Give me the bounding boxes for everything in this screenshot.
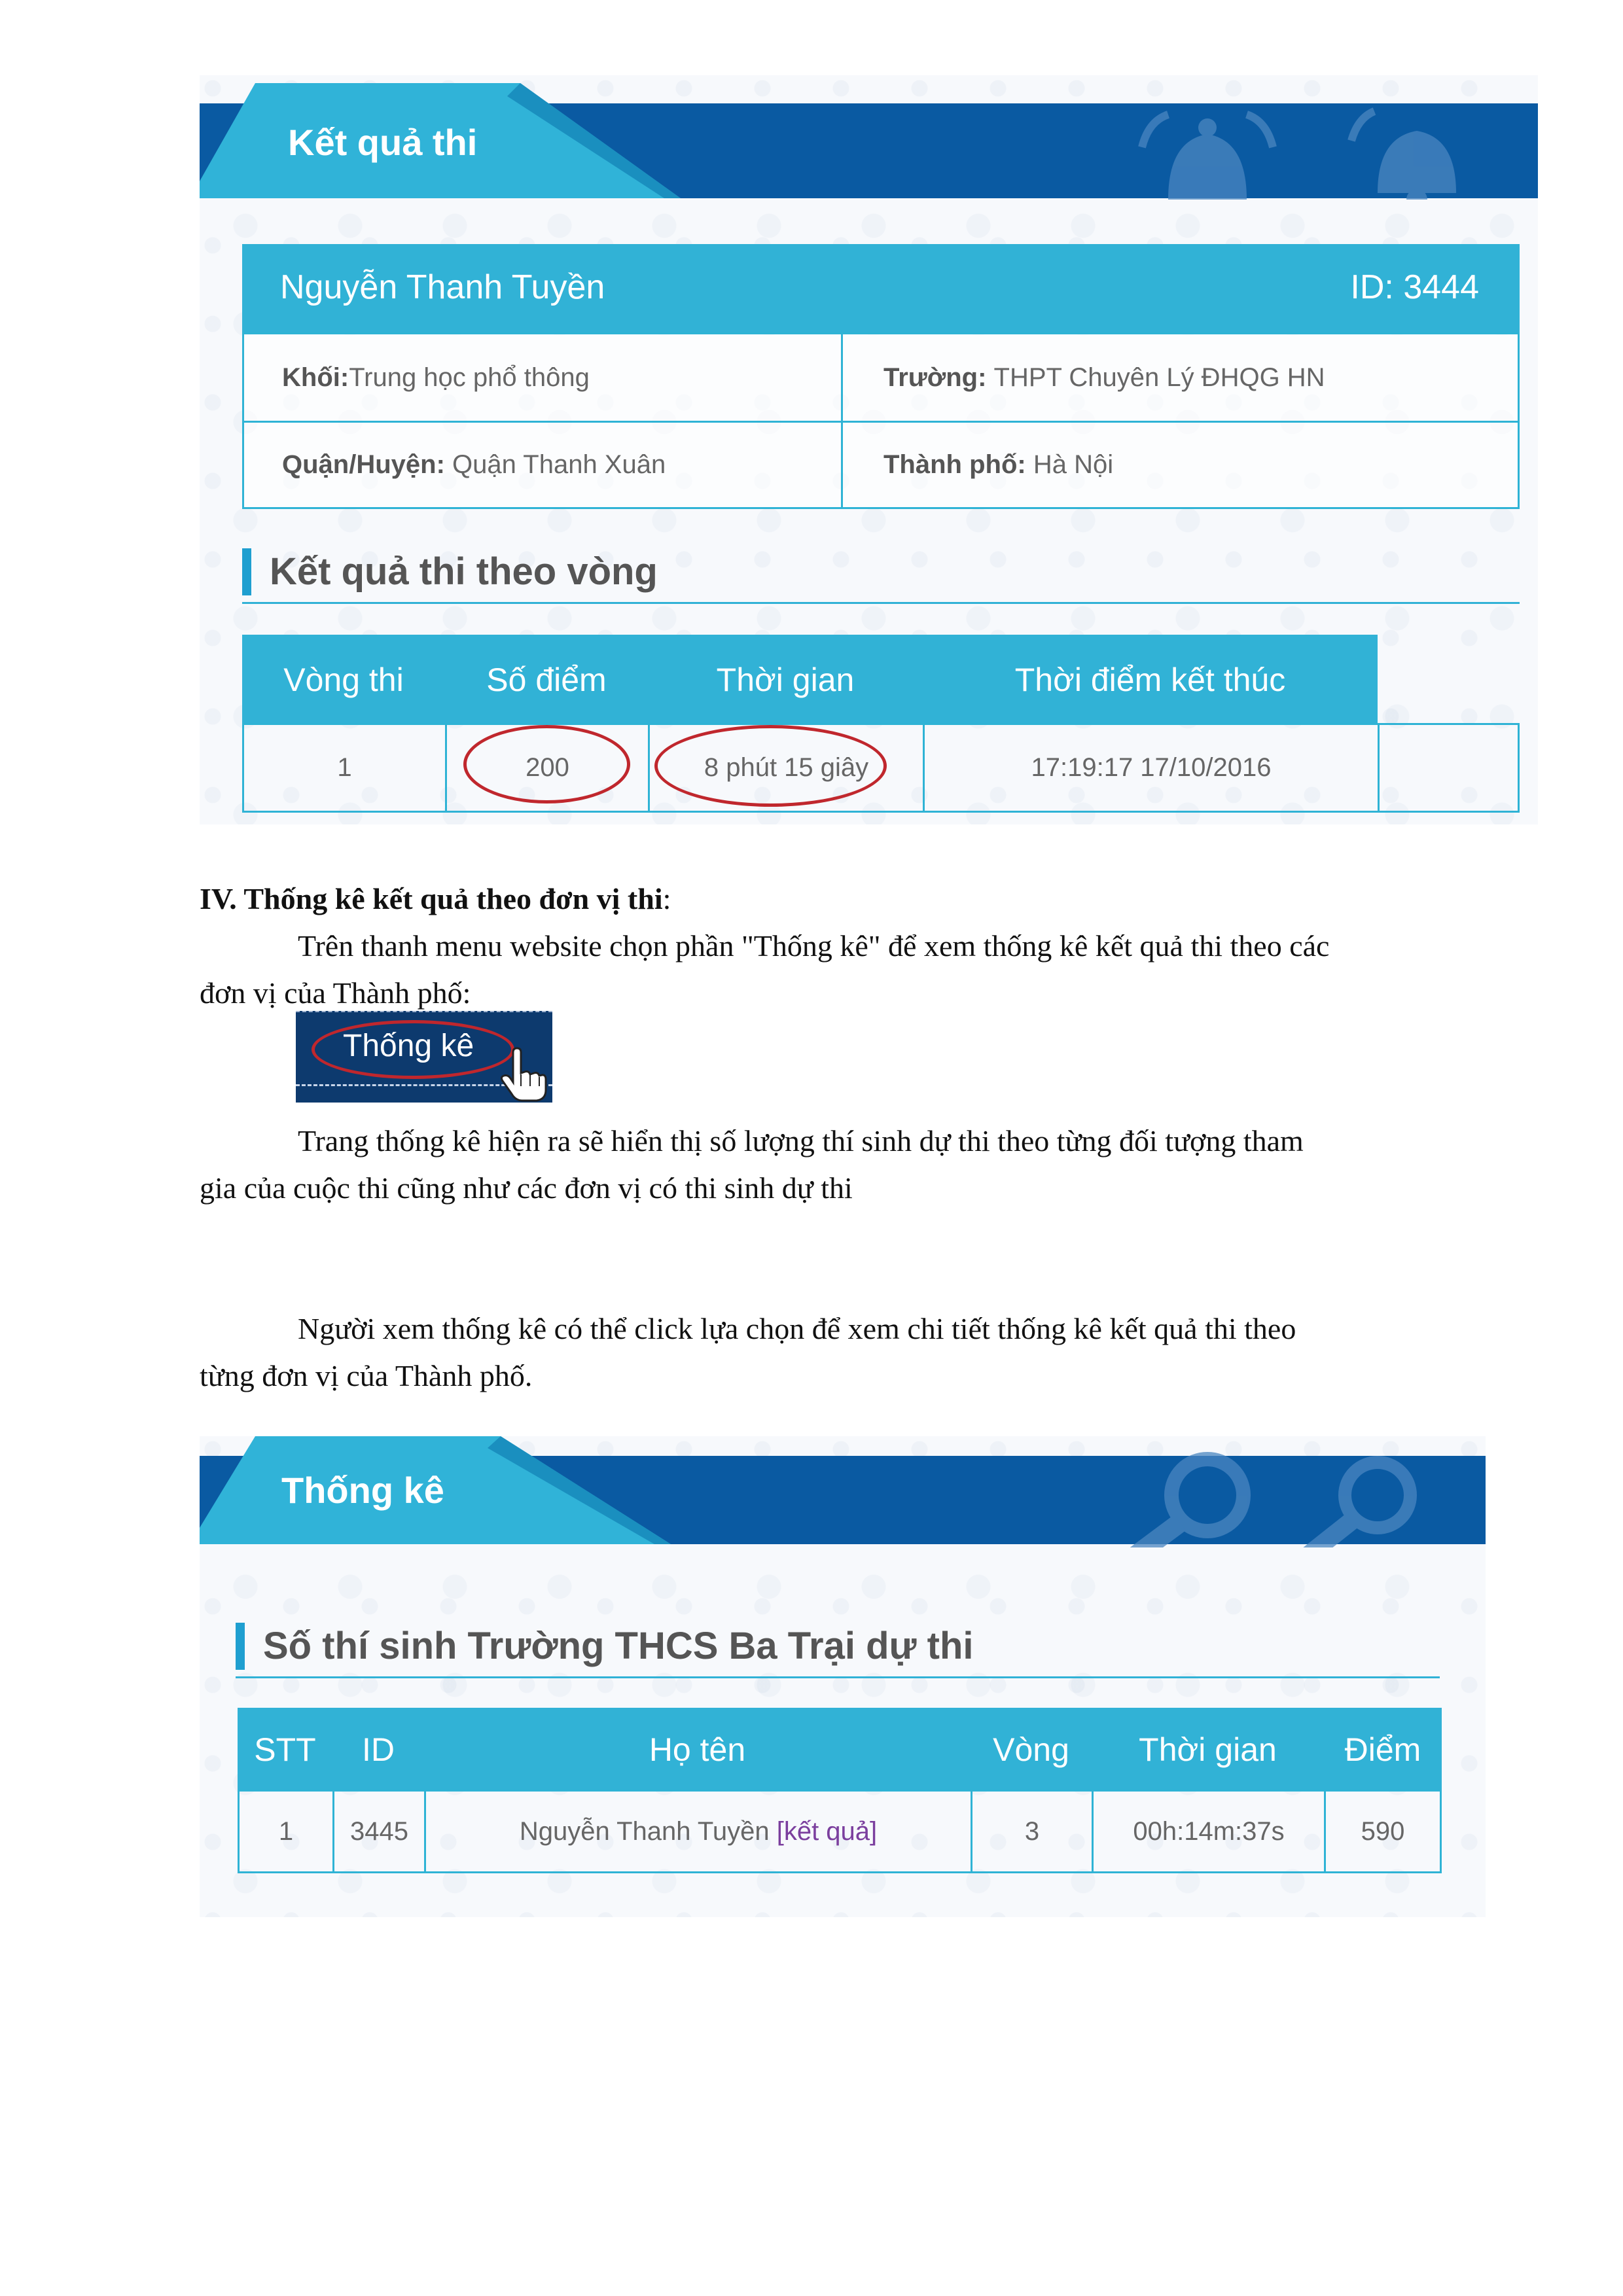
grade-value: Trung học phổ thông	[349, 362, 590, 392]
round-cell: 1	[242, 723, 447, 813]
stt-cell: 1	[238, 1790, 334, 1873]
section-heading	[200, 875, 671, 923]
paragraph-2-line-2: gia của cuộc thi cũng như các đơn vị có thi sinh dự thi	[200, 1171, 853, 1205]
score-col-header: Điểm	[1344, 1731, 1421, 1768]
city-cell	[841, 421, 1520, 509]
statistics-panel	[200, 1436, 1486, 1917]
paragraph-3-line-1: Người xem thống kê có thể click lựa chọn để xem chi tiết thống kê kết quả thi theo	[298, 1312, 1296, 1345]
paragraph-2-line-1: Trang thống kê hiện ra sẽ hiển thị số lượng thí sinh dự thi theo từng đối tượng tham	[298, 1124, 1304, 1157]
city-label: Thành phố:	[883, 450, 1026, 479]
magnifier-icon	[1273, 1449, 1456, 1547]
city-value: Hà Nội	[1033, 450, 1114, 479]
student-id: ID: 3444	[1350, 268, 1479, 306]
end-time-col-header: Thời điểm kết thúc	[1014, 662, 1286, 698]
round-col-header: Vòng	[993, 1731, 1069, 1768]
student-info-header	[242, 244, 1520, 334]
result-link[interactable]: [kết quả]	[776, 1816, 878, 1846]
id-col-header: ID	[362, 1731, 395, 1768]
bell-icon	[1116, 101, 1351, 200]
stats-section-title: Số thí sinh Trường THCS Ba Trại dự thi	[236, 1623, 974, 1670]
score-highlight-circle	[463, 725, 630, 804]
id-cell: 3445	[332, 1790, 426, 1873]
grade-label: Khối:	[282, 362, 349, 392]
time-cell: 00h:14m:37s	[1092, 1790, 1326, 1873]
end-time-cell: 17:19:17 17/10/2016	[923, 723, 1380, 813]
banner-tab-shape	[200, 1436, 697, 1547]
district-label: Quận/Huyện:	[282, 450, 445, 479]
pointer-hand-icon	[499, 1047, 551, 1103]
menu-button-screenshot	[296, 1011, 552, 1103]
bell-icon	[1332, 101, 1528, 200]
heading-bold: IV. Thống kê kết quả theo đơn vị thi	[200, 882, 663, 915]
exam-result-panel	[200, 75, 1538, 824]
name-col-header: Họ tên	[649, 1731, 746, 1768]
grade-cell	[242, 332, 843, 423]
time-cell: 8 phút 15 giây	[648, 723, 925, 813]
dashed-top	[296, 1011, 552, 1012]
student-name: Nguyễn Thanh Tuyền	[519, 1816, 770, 1846]
heading-colon: :	[662, 882, 671, 915]
score-cell: 590	[1324, 1790, 1442, 1873]
banner-title: Thống kê	[281, 1470, 444, 1511]
school-cell	[841, 332, 1520, 423]
section-underline	[242, 602, 1520, 604]
paragraph-3-line-2: từng đơn vị của Thành phố.	[200, 1359, 533, 1392]
score-cell: 200	[445, 723, 650, 813]
district-cell	[242, 421, 843, 509]
time-col-header: Thời gian	[716, 662, 855, 698]
round-section-title: Kết quả thi theo vòng	[242, 548, 658, 595]
school-label: Trường:	[883, 362, 987, 392]
magnifier-icon	[1103, 1449, 1286, 1547]
section-underline	[236, 1676, 1440, 1678]
paragraph-1-line-1: Trên thanh menu website chọn phần "Thống kê" để xem thống kê kết quả thi theo các	[298, 929, 1330, 963]
empty-cell	[1378, 723, 1520, 813]
score-col-header: Số điểm	[486, 662, 607, 698]
name-cell	[424, 1790, 972, 1873]
round-col-header: Vòng thi	[283, 662, 404, 698]
school-value: THPT Chuyên Lý ĐHQG HN	[993, 362, 1325, 392]
paragraph-1-line-2: đơn vị của Thành phố:	[200, 976, 471, 1010]
stt-col-header: STT	[254, 1731, 316, 1768]
district-value: Quận Thanh Xuân	[452, 450, 666, 479]
student-name: Nguyễn Thanh Tuyền	[280, 268, 605, 306]
menu-highlight-circle	[312, 1020, 514, 1079]
banner-title: Kết quả thi	[288, 122, 478, 163]
menu-button-label[interactable]: Thống kê	[343, 1029, 474, 1063]
time-col-header: Thời gian	[1139, 1731, 1277, 1768]
round-cell: 3	[971, 1790, 1094, 1873]
time-highlight-circle	[654, 725, 887, 807]
